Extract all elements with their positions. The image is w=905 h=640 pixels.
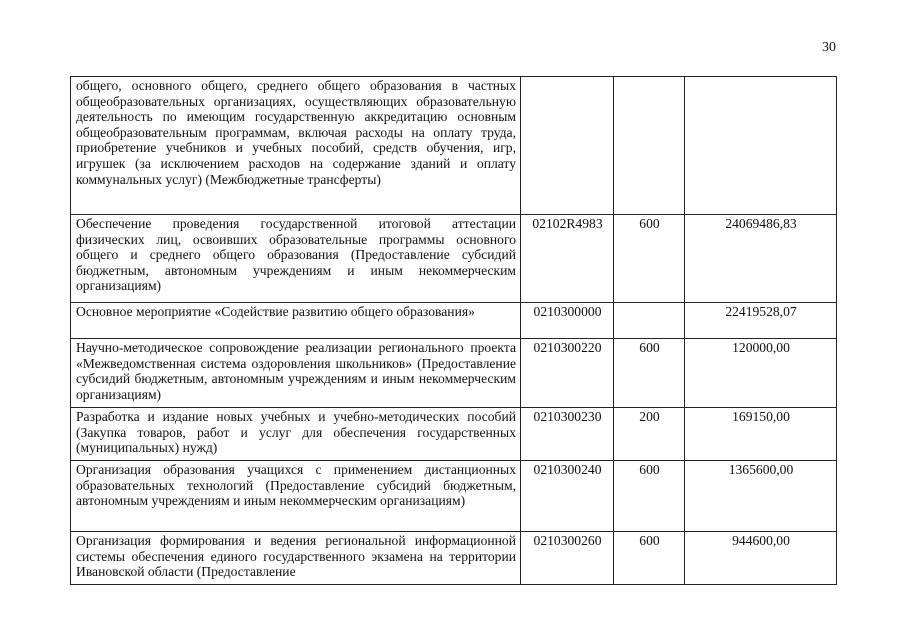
row-code: 02102R4983: [521, 215, 614, 303]
table-row: [71, 408, 837, 461]
row-amount: 169150,00: [685, 408, 837, 461]
row-expense-type: [614, 77, 685, 215]
row-amount: 1365600,00: [685, 461, 837, 532]
row-name: Организация образования учащихся с применением дистанционных образовательных технологий (Предоставление субсидий бюджетным, автономным учреждениям и иным некоммерческим организациям): [71, 461, 521, 532]
row-expense-type: 600: [614, 339, 685, 408]
table-row: [71, 339, 837, 408]
row-code: 0210300230: [521, 408, 614, 461]
table-row: [71, 461, 837, 532]
row-expense-type: [614, 303, 685, 339]
row-amount: 24069486,83: [685, 215, 837, 303]
row-code: 0210300220: [521, 339, 614, 408]
row-name: Научно-методическое сопровождение реализации регионального проекта «Межведомственная система оздоровления школьников» (Предоставление субсидий бюджетным, автономным учреждениям и иным некоммерческим организациям): [71, 339, 521, 408]
table-row: [71, 532, 837, 585]
table-row: [71, 215, 837, 303]
row-code: 0210300000: [521, 303, 614, 339]
budget-table: [70, 76, 837, 585]
row-name: Обеспечение проведения государственной итоговой аттестации физических лиц, освоивших образовательные программы основного общего и среднего общего образования (Предоставление субсидий бюджетным, автономным учреждениям и иным некоммерческим организациям): [71, 215, 521, 303]
row-name: Разработка и издание новых учебных и учебно-методических пособий (Закупка товаров, работ и услуг для обеспечения государственных (муниципальных) нужд): [71, 408, 521, 461]
row-code: 0210300240: [521, 461, 614, 532]
row-amount: 120000,00: [685, 339, 837, 408]
row-expense-type: 600: [614, 461, 685, 532]
row-amount: 944600,00: [685, 532, 837, 585]
row-code: [521, 77, 614, 215]
table-row: [71, 303, 837, 339]
page-number: 30: [822, 40, 836, 55]
table-row: [71, 77, 837, 215]
row-expense-type: 600: [614, 532, 685, 585]
row-amount: [685, 77, 837, 215]
row-code: 0210300260: [521, 532, 614, 585]
row-name: Основное мероприятие «Содействие развитию общего образования»: [71, 303, 521, 339]
row-expense-type: 200: [614, 408, 685, 461]
row-amount: 22419528,07: [685, 303, 837, 339]
row-name: общего, основного общего, среднего общего образования в частных общеобразовательных организациях, осуществляющих образовательную деятельность по имеющим государственную аккредитацию основным общеобразовательным программам, включая расходы на оплату труда, приобретение учебников и учебных пособий, средств обучения, игр, игрушек (за исключением расходов на содержание зданий и оплату коммунальных услуг) (Межбюджетные трансферты): [71, 77, 521, 215]
row-name: Организация формирования и ведения региональной информационной системы обеспечения единого государственного экзамена на территории Ивановской области (Предоставление: [71, 532, 521, 585]
row-expense-type: 600: [614, 215, 685, 303]
